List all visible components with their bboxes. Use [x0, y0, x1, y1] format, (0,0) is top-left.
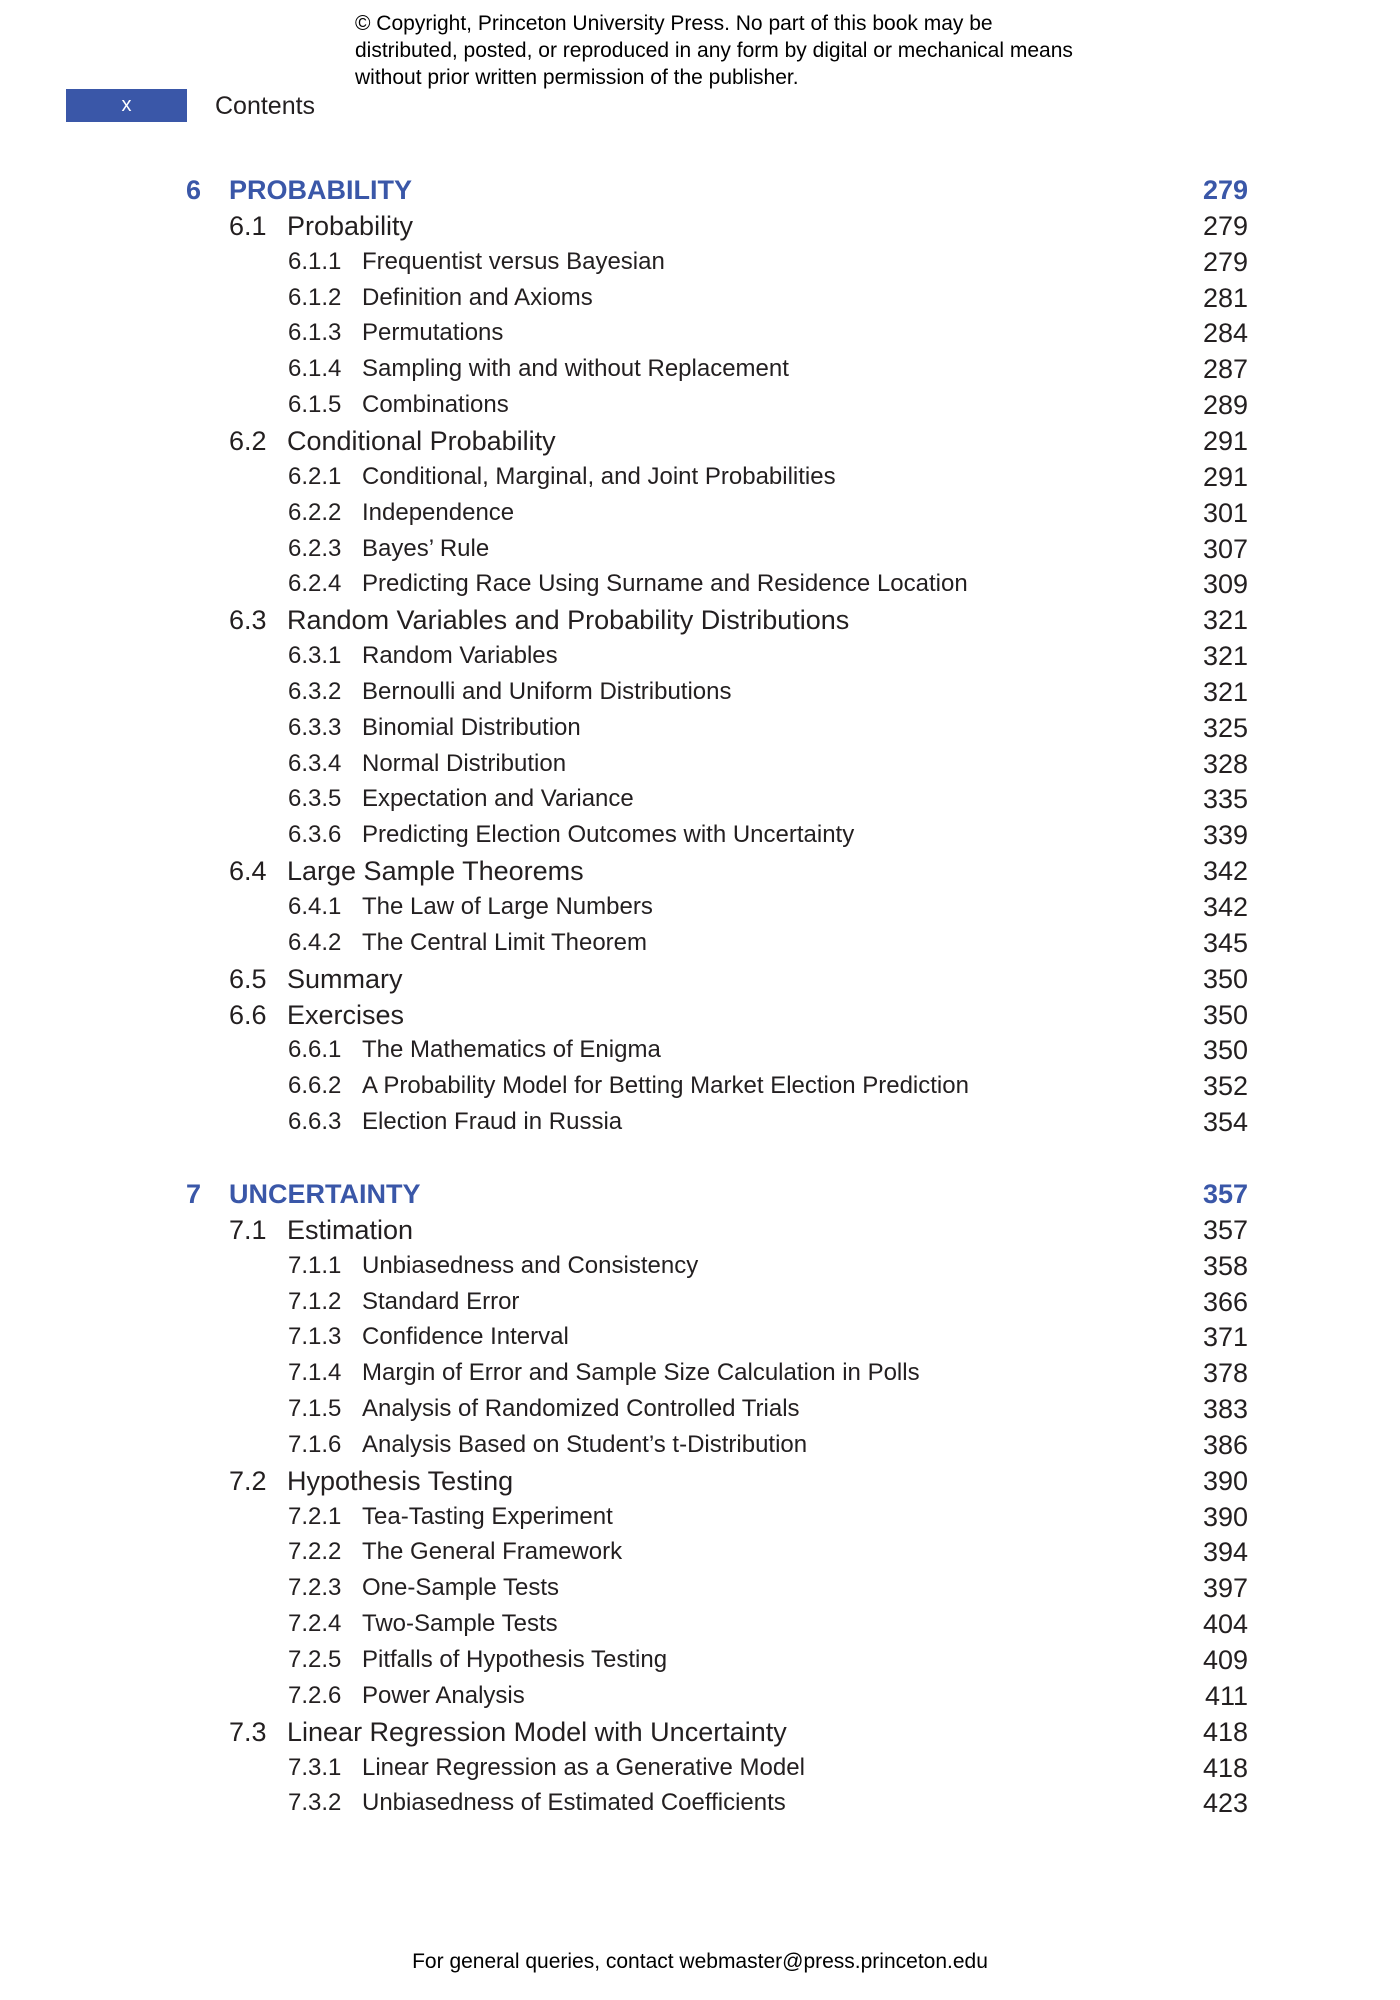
toc-entry-page: 279 — [1202, 210, 1248, 241]
toc-entry-number: 7.1.4 — [288, 1359, 342, 1387]
toc-subsection-row — [0, 315, 1400, 351]
toc-entry-page: 309 — [1202, 569, 1248, 600]
toc-entry-number: 7.1 — [229, 1214, 267, 1245]
toc-entry-number: 7.1.5 — [288, 1395, 342, 1423]
toc-entry-title: Probability — [287, 210, 414, 241]
toc-entry-title: The Central Limit Theorem — [362, 928, 647, 956]
toc-entry-number: 6.3.6 — [288, 821, 342, 849]
toc-subsection-row — [0, 925, 1400, 961]
toc-entry-title: Large Sample Theorems — [287, 856, 584, 887]
toc-entry-page: 390 — [1202, 1501, 1248, 1532]
toc-entry-number: 6.1 — [229, 210, 267, 241]
toc-entry-title: Summary — [287, 963, 403, 994]
toc-entry-title: Linear Regression as a Generative Model — [362, 1753, 805, 1781]
toc-subsection-row — [0, 638, 1400, 674]
toc-entry-number: 6.1.4 — [288, 355, 342, 383]
toc-subsection-row — [0, 1570, 1400, 1606]
toc-entry-number: 7.1.1 — [288, 1251, 342, 1279]
toc-entry-page: 352 — [1202, 1071, 1248, 1102]
toc-entry-number: 6.3.4 — [288, 749, 342, 777]
toc-entry-page: 335 — [1202, 784, 1248, 815]
toc-entry-number: 7.1.6 — [288, 1430, 342, 1458]
toc-subsection-row — [0, 889, 1400, 925]
toc-entry-page: 307 — [1202, 533, 1248, 564]
toc-subsection-row — [0, 1499, 1400, 1535]
toc-entry-page: 409 — [1202, 1645, 1248, 1675]
toc-chapter-row — [0, 1176, 1400, 1212]
copyright-notice: © Copyright, Princeton University Press. No part of this book may be distributed, posted, or reproduced in any form by digital or mechanical means without prior written permission of the publisher. — [355, 12, 1073, 89]
toc-section-row — [0, 602, 1400, 638]
toc-entry-title: Random Variables and Probability Distributions — [287, 605, 850, 636]
toc-entry-title: Conditional Probability — [287, 425, 556, 456]
toc-entry-page: 342 — [1202, 892, 1248, 922]
toc-entry-title: Bernoulli and Uniform Distributions — [362, 677, 732, 705]
toc-subsection-row — [0, 387, 1400, 423]
toc-entry-title: Bayes’ Rule — [362, 534, 490, 562]
toc-entry-number: 6.2.3 — [288, 534, 342, 562]
toc-subsection-row — [0, 1606, 1400, 1642]
toc-entry-number: 7.3.1 — [288, 1753, 342, 1781]
toc-entry-number: 7.1.3 — [288, 1323, 342, 1351]
toc-entry-title: Election Fraud in Russia — [362, 1108, 623, 1136]
toc-entry-number: 7.2.6 — [288, 1681, 342, 1709]
toc-entry-title: UNCERTAINTY — [229, 1178, 421, 1209]
toc-entry-page: 345 — [1202, 927, 1248, 958]
toc-subsection-row — [0, 531, 1400, 567]
toc-subsection-row — [0, 280, 1400, 316]
toc-entry-number: 7 — [186, 1178, 202, 1209]
toc-entry-number: 7.3 — [229, 1716, 267, 1747]
toc-entry-title: Independence — [362, 498, 515, 526]
toc-entry-title: Expectation and Variance — [362, 785, 634, 813]
toc-entry-number: 6.4.2 — [288, 928, 342, 956]
toc-entry-page: 321 — [1202, 676, 1248, 707]
toc-entry-page: 328 — [1202, 748, 1248, 779]
toc-subsection-row — [0, 1750, 1400, 1786]
toc-entry-page: 411 — [1204, 1680, 1248, 1711]
toc-entry-title: Analysis Based on Student’s t-Distribution — [362, 1430, 808, 1458]
toc-entry-number: 6.3.1 — [288, 642, 342, 670]
toc-entry-page: 371 — [1202, 1322, 1248, 1353]
toc-entry-title: Analysis of Randomized Controlled Trials — [362, 1395, 800, 1423]
toc-subsection-row — [0, 1785, 1400, 1821]
toc-entry-number: 7.1.2 — [288, 1287, 342, 1315]
toc-entry-page: 354 — [1202, 1107, 1248, 1138]
toc-section-row — [0, 853, 1400, 889]
toc-entry-page: 418 — [1202, 1752, 1248, 1783]
toc-entry-page: 279 — [1202, 246, 1248, 277]
toc-entry-number: 6.4 — [229, 856, 267, 887]
toc-entry-page: 291 — [1202, 425, 1248, 456]
toc-entry-page: 418 — [1202, 1716, 1248, 1747]
toc-entry-number: 7.3.2 — [288, 1789, 342, 1817]
toc-entry-number: 7.2.3 — [288, 1574, 342, 1602]
toc-subsection-row — [0, 1248, 1400, 1284]
toc-entry-page: 350 — [1202, 999, 1248, 1030]
toc-entry-title: Margin of Error and Sample Size Calculation in Polls — [362, 1359, 920, 1387]
toc-entry-page: 284 — [1202, 318, 1248, 349]
toc-entry-title: One-Sample Tests — [362, 1574, 559, 1602]
toc-entry-page: 281 — [1202, 282, 1248, 313]
toc-entry-number: 7.2.5 — [288, 1646, 342, 1673]
toc-entry-number: 6.1.3 — [288, 319, 342, 347]
toc-entry-number: 7.2 — [229, 1465, 267, 1496]
toc-entry-number: 6.3 — [229, 605, 267, 636]
toc-entry-page: 287 — [1202, 354, 1248, 385]
toc-entry-page: 350 — [1202, 963, 1248, 994]
toc-entry-title: The Mathematics of Enigma — [362, 1036, 661, 1064]
toc-entry-title: Unbiasedness of Estimated Coefficients — [362, 1789, 786, 1817]
toc-entry-page: 321 — [1202, 641, 1248, 672]
toc-entry-page: 386 — [1202, 1429, 1248, 1460]
toc-subsection-row — [0, 710, 1400, 746]
toc-section-row — [0, 1714, 1400, 1750]
toc-entry-number: 6.2.2 — [288, 498, 342, 526]
toc-entry-title: Sampling with and without Replacement — [362, 355, 789, 383]
toc-entry-page: 423 — [1202, 1788, 1248, 1819]
toc-entry-title: The General Framework — [362, 1538, 623, 1566]
toc-entry-page: 339 — [1202, 820, 1248, 851]
toc-entry-title: Standard Error — [362, 1287, 520, 1315]
toc-entry-number: 6.1.5 — [288, 391, 342, 419]
toc-subsection-row — [0, 1642, 1400, 1678]
toc-entry-page: 321 — [1202, 605, 1248, 636]
toc-entry-number: 6.2 — [229, 425, 267, 456]
toc-entry-page: 397 — [1202, 1573, 1248, 1604]
toc-section-row — [0, 1463, 1400, 1499]
toc-entry-title: Tea-Tasting Experiment — [362, 1502, 613, 1530]
page-number-tab: x — [66, 89, 187, 122]
footer-contact: For general queries, contact webmaster@press.princeton.edu — [412, 1950, 988, 1973]
toc-entry-page: 358 — [1202, 1250, 1248, 1281]
toc-entry-page: 301 — [1202, 497, 1248, 528]
toc-entry-number: 7.2.2 — [288, 1538, 342, 1566]
toc-entry-title: PROBABILITY — [229, 175, 413, 205]
toc-entry-number: 6.4.1 — [288, 893, 342, 920]
toc-entry-page: 404 — [1202, 1609, 1248, 1640]
toc-subsection-row — [0, 1391, 1400, 1427]
toc-subsection-row — [0, 746, 1400, 782]
toc-subsection-row — [0, 1068, 1400, 1104]
toc-entry-page: 350 — [1202, 1035, 1248, 1066]
toc-subsection-row — [0, 817, 1400, 853]
toc-subsection-row — [0, 1319, 1400, 1355]
toc-entry-title: Estimation — [287, 1214, 414, 1245]
toc-entry-number: 6.6 — [229, 999, 267, 1030]
toc-entry-page: 291 — [1202, 461, 1248, 492]
toc-entry-number: 6.6.3 — [288, 1108, 342, 1136]
toc-subsection-row — [0, 459, 1400, 495]
toc-entry-title: The Law of Large Numbers — [362, 893, 653, 920]
toc-entry-page: 394 — [1202, 1537, 1248, 1568]
toc-section-row — [0, 997, 1400, 1033]
toc-entry-title: Predicting Election Outcomes with Uncertainty — [362, 821, 855, 849]
toc-subsection-row — [0, 1284, 1400, 1320]
toc-subsection-row — [0, 495, 1400, 531]
toc-entry-title: Power Analysis — [362, 1681, 525, 1709]
toc-entry-number: 6.6.2 — [288, 1072, 342, 1100]
running-head: Contents — [215, 92, 316, 120]
toc-entry-number: 6.3.2 — [288, 677, 342, 705]
toc-entry-number: 6.1.1 — [288, 247, 342, 275]
toc-subsection-row — [0, 1355, 1400, 1391]
toc-entry-title: Two-Sample Tests — [362, 1610, 558, 1638]
toc-entry-number: 6 — [186, 175, 202, 205]
toc-subsection-row — [0, 1678, 1400, 1714]
toc-entry-page: 357 — [1202, 1178, 1248, 1209]
toc-entry-title: Predicting Race Using Surname and Residence Location — [362, 570, 968, 598]
toc-section-row — [0, 208, 1400, 244]
toc-subsection-row — [0, 1032, 1400, 1068]
toc-chapter-row — [0, 172, 1400, 208]
toc-subsection-row — [0, 1427, 1400, 1463]
toc-subsection-row — [0, 1104, 1400, 1140]
toc-subsection-row — [0, 781, 1400, 817]
toc-entry-page: 378 — [1202, 1358, 1248, 1389]
toc-entry-page: 390 — [1202, 1465, 1248, 1496]
toc-entry-page: 289 — [1202, 390, 1248, 421]
toc-entry-number: 7.2.4 — [288, 1610, 342, 1638]
toc-entry-number: 6.1.2 — [288, 283, 342, 311]
toc-entry-title: Conditional, Marginal, and Joint Probabilities — [362, 462, 836, 490]
toc-entry-title: Combinations — [362, 391, 509, 419]
toc-subsection-row — [0, 244, 1400, 280]
toc-entry-title: Exercises — [287, 999, 405, 1030]
toc-section-row — [0, 961, 1400, 997]
toc-subsection-row — [0, 1534, 1400, 1570]
toc-entry-page: 325 — [1202, 712, 1248, 743]
toc-subsection-row — [0, 674, 1400, 710]
toc-entry-page: 366 — [1202, 1286, 1248, 1317]
toc-entry-title: Unbiasedness and Consistency — [362, 1251, 699, 1279]
toc-entry-page: 383 — [1202, 1394, 1248, 1425]
toc-entry-title: A Probability Model for Betting Market Election Prediction — [362, 1072, 969, 1100]
toc-entry-title: Binomial Distribution — [362, 713, 581, 741]
toc-entry-title: Definition and Axioms — [362, 283, 593, 311]
toc-subsection-row — [0, 351, 1400, 387]
toc-entry-page: 279 — [1202, 175, 1248, 205]
toc-entry-number: 7.2.1 — [288, 1502, 342, 1530]
toc-entry-title: Hypothesis Testing — [287, 1465, 514, 1496]
toc-entry-title: Linear Regression Model with Uncertainty — [287, 1716, 787, 1747]
toc-entry-title: Permutations — [362, 319, 504, 347]
toc-entry-page: 342 — [1202, 856, 1248, 887]
toc-section-row — [0, 423, 1400, 459]
toc-section-row — [0, 1212, 1400, 1248]
toc-subsection-row — [0, 566, 1400, 602]
toc-entry-title: Pitfalls of Hypothesis Testing — [362, 1646, 668, 1673]
toc-entry-number: 6.3.5 — [288, 785, 342, 813]
toc-entry-number: 6.3.3 — [288, 713, 342, 741]
toc-entry-number: 6.5 — [229, 963, 267, 994]
toc-entry-number: 6.2.1 — [288, 462, 342, 490]
toc-entry-number: 6.6.1 — [288, 1036, 342, 1064]
toc-entry-number: 6.2.4 — [288, 570, 342, 598]
toc-entry-title: Random Variables — [362, 642, 558, 670]
toc-entry-page: 357 — [1202, 1214, 1248, 1245]
toc-entry-title: Normal Distribution — [362, 749, 567, 777]
toc-entry-title: Frequentist versus Bayesian — [362, 247, 665, 275]
toc-entry-title: Confidence Interval — [362, 1323, 569, 1351]
